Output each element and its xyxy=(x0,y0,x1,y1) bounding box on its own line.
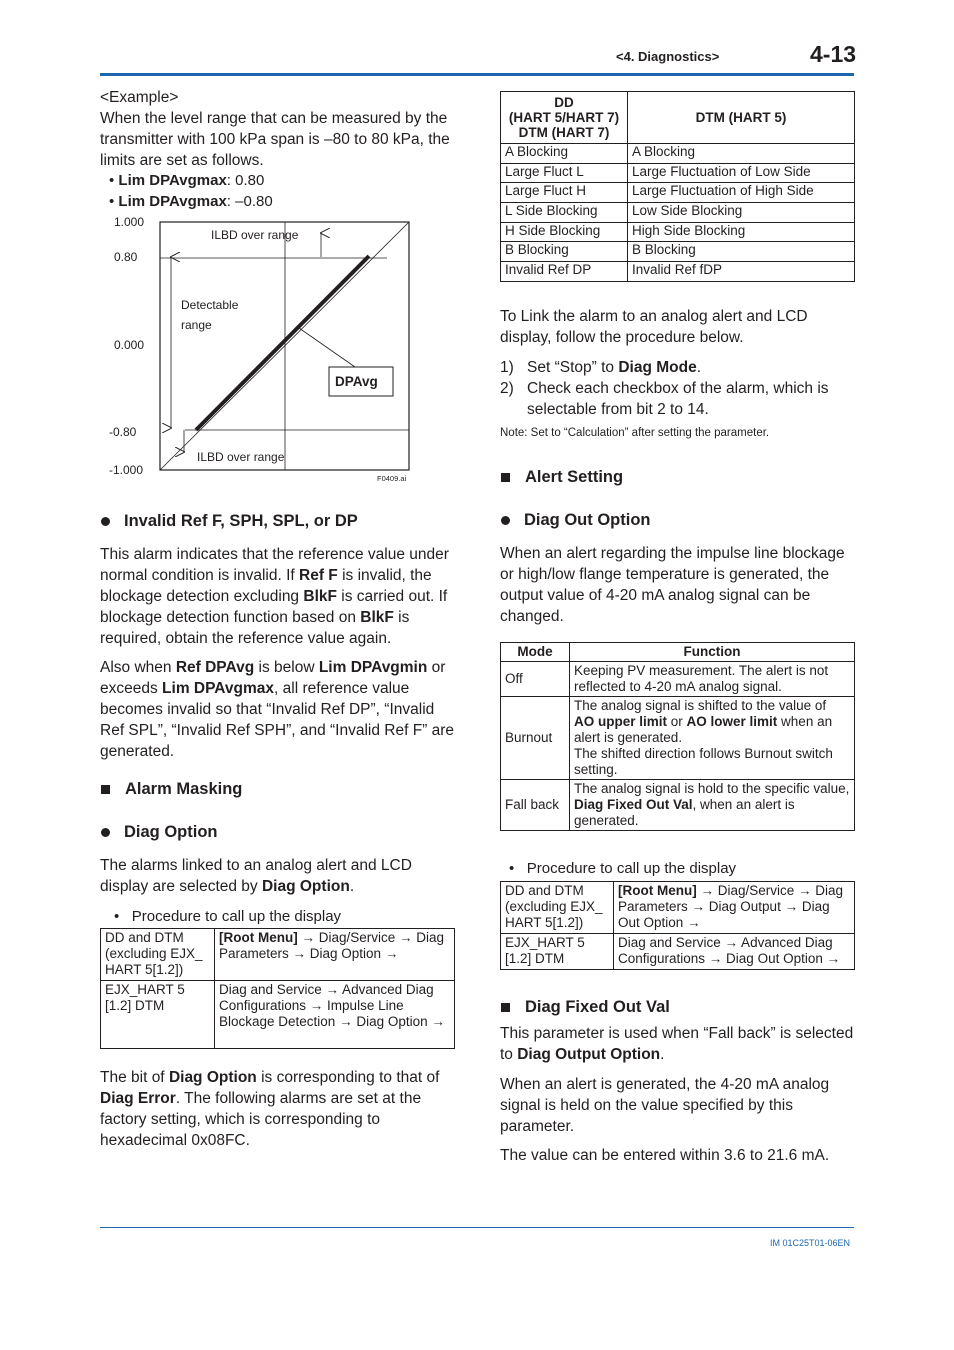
dpavg-label: DPAvg xyxy=(335,374,378,389)
fixed-para1: This parameter is used when “Fall back” is selected to Diag Output Option. xyxy=(500,1025,854,1063)
step-item: 2) Check each checkbox of the alarm, which is selectable from bit 2 to 14. xyxy=(500,380,829,418)
table-row xyxy=(501,934,855,970)
diag-fixed-out-heading: Diag Fixed Out Val xyxy=(500,998,670,1017)
diag-out-para: When an alert regarding the impulse line blockage or high/low flange temperature is generated, the output value of 4-20 mA analog signal can be changed. xyxy=(500,545,845,625)
column-header-function: Function xyxy=(570,643,855,662)
tool-cell: EJX_HART 5 [1.2] DTM xyxy=(101,981,215,1049)
mode-cell: Off xyxy=(501,662,570,697)
alert-setting-heading: Alert Setting xyxy=(500,468,623,487)
dtm-alarm-cell: B Blocking xyxy=(628,242,855,262)
lower-over-range-label: ILBD over range xyxy=(197,450,285,464)
fixed-para3: The value can be entered within 3.6 to 21.6 mA. xyxy=(500,1147,830,1164)
dtm-alarm-cell: Large Fluctuation of High Side xyxy=(628,183,855,203)
invalid-ref-para2: Also when Ref DPAvg is below Lim DPAvgmin or exceeds Lim DPAvgmax, all reference value becomes invalid so that “Invalid Ref DP”, “Invalid Ref SPL”, “Invalid Ref SPH”, and “Invalid Ref F” are generated. xyxy=(100,659,455,760)
invalid-ref-para1: This alarm indicates that the reference value under normal condition is invalid. If Ref F is invalid, the blockage detection excluding BlkF is carried out. If blockage detection function based on BlkF is required, obtain the reference value again. xyxy=(100,546,449,647)
tool-cell: EJX_HART 5 [1.2] DTM xyxy=(501,934,614,970)
path-cell: Diag and Service → Advanced Diag Configurations → Impulse Line Blockage Detection → Diag Option → xyxy=(215,981,455,1049)
column-header-mode: Mode xyxy=(501,643,570,662)
dd-alarm-cell: Invalid Ref DP xyxy=(501,262,628,282)
table-row xyxy=(101,929,455,981)
ytick-label: -0.80 xyxy=(109,425,137,439)
detectable-segment xyxy=(196,256,369,430)
path-cell: [Root Menu] → Diag/Service → Diag Parameters → Diag Output → Diag Out Option → xyxy=(614,882,855,934)
upper-over-range-label: ILBD over range xyxy=(211,228,299,242)
table-row xyxy=(501,203,855,223)
bullet-dot-icon xyxy=(101,828,110,837)
column-header-dd: DD (HART 5/HART 7) DTM (HART 7) xyxy=(501,92,628,144)
limit-min-bullet: • Lim DPAvgmax: –0.80 xyxy=(109,193,273,210)
alarm-masking-heading: Alarm Masking xyxy=(100,780,242,799)
dd-alarm-cell: Large Fluct H xyxy=(501,183,628,203)
table-header-row xyxy=(501,92,855,144)
dtm-alarm-cell: Large Fluctuation of Low Side xyxy=(628,163,855,183)
example-text: When the level range that can be measured by the transmitter with 100 kPa span is –80 to 80 kPa, the limits are set as follows. xyxy=(100,110,450,169)
path-cell: Diag and Service → Advanced Diag Configurations → Diag Out Option → xyxy=(614,934,855,970)
ytick-label: 1.000 xyxy=(114,215,145,229)
table-row xyxy=(501,882,855,934)
limit-max-bullet: • Lim DPAvgmax: 0.80 xyxy=(109,172,265,189)
dd-alarm-cell: Large Fluct L xyxy=(501,163,628,183)
table-row xyxy=(501,222,855,242)
dtm-alarm-cell: Low Side Blocking xyxy=(628,203,855,223)
diag-option-heading: Diag Option xyxy=(100,823,218,842)
note-text: Note: Set to “Calculation” after setting the parameter. xyxy=(500,427,770,439)
detectable-label: Detectable xyxy=(181,298,239,312)
bullet-square-icon xyxy=(501,1003,510,1012)
tool-cell: DD and DTM (excluding EJX_ HART 5[1.2]) xyxy=(501,882,614,934)
example-label: <Example> xyxy=(100,89,179,106)
table-row xyxy=(501,242,855,262)
function-cell: The analog signal is hold to the specific value, Diag Fixed Out Val, when an alert is generated. xyxy=(570,780,855,831)
dtm-alarm-cell: Invalid Ref fDP xyxy=(628,262,855,282)
diag-option-para: The alarms linked to an analog alert and LCD display are selected by Diag Option. xyxy=(100,857,412,895)
dd-alarm-cell: B Blocking xyxy=(501,242,628,262)
function-cell: The analog signal is shifted to the value of AO upper limit or AO lower limit when an alert is generated. The shifted direction follows Burnout switch setting. xyxy=(570,697,855,780)
diag-out-procedure-table xyxy=(500,881,855,970)
path-cell: [Root Menu] → Diag/Service → Diag Parameters → Diag Option → xyxy=(215,929,455,981)
dd-alarm-cell: H Side Blocking xyxy=(501,222,628,242)
ytick-label: 0.000 xyxy=(114,338,145,352)
table-row xyxy=(501,662,855,697)
procedure-bullet: • Procedure to call up the display xyxy=(114,908,342,925)
bullet-dot-icon xyxy=(101,517,110,526)
dd-alarm-cell: A Blocking xyxy=(501,144,628,164)
bullet-square-icon xyxy=(501,473,510,482)
bit-para: The bit of Diag Option is corresponding to that of Diag Error. The following alarms are set at the factory setting, which is corresponding to hexadecimal 0x08FC. xyxy=(100,1069,440,1149)
procedure-steps xyxy=(500,357,854,420)
dtm-alarm-cell: A Blocking xyxy=(628,144,855,164)
table-row xyxy=(501,163,855,183)
dtm-alarm-cell: High Side Blocking xyxy=(628,222,855,242)
table-row xyxy=(501,697,855,780)
table-row xyxy=(501,144,855,164)
ilbd-range-figure xyxy=(100,210,420,490)
page-number: 4-13 xyxy=(810,41,857,67)
diagonal-line xyxy=(160,222,409,470)
function-cell: Keeping PV measurement. The alert is not reflected to 4-20 mA analog signal. xyxy=(570,662,855,697)
link-para: To Link the alarm to an analog alert and LCD display, follow the procedure below. xyxy=(500,308,808,346)
mode-function-table xyxy=(500,642,855,831)
step-item: 1) Set “Stop” to Diag Mode. xyxy=(500,359,702,376)
ytick-label: 0.80 xyxy=(114,250,138,264)
column-header-dtm: DTM (HART 5) xyxy=(628,92,855,144)
procedure-bullet: • Procedure to call up the display xyxy=(509,860,737,877)
fixed-para2: When an alert is generated, the 4-20 mA analog signal is held on the value specified by this parameter. xyxy=(500,1076,830,1135)
table-row xyxy=(101,981,455,1049)
detectable-label: range xyxy=(181,318,212,332)
section-title: <4. Diagnostics> xyxy=(616,49,720,64)
table-row xyxy=(501,262,855,282)
alarm-name-table xyxy=(500,91,855,282)
mode-cell: Burnout xyxy=(501,697,570,780)
bullet-square-icon xyxy=(101,785,110,794)
tool-cell: DD and DTM (excluding EJX_ HART 5[1.2]) xyxy=(101,929,215,981)
table-header-row xyxy=(501,643,855,662)
bullet-dot-icon xyxy=(501,516,510,525)
header-rule xyxy=(100,73,854,76)
table-row xyxy=(501,780,855,831)
diag-out-option-heading: Diag Out Option xyxy=(500,511,650,530)
dpavg-leader xyxy=(299,328,355,367)
dd-alarm-cell: L Side Blocking xyxy=(501,203,628,223)
ytick-label: -1.000 xyxy=(109,463,144,477)
footer-rule xyxy=(100,1227,854,1228)
document-id: IM 01C25T01-06EN xyxy=(770,1238,851,1248)
invalid-ref-heading: Invalid Ref F, SPH, SPL, or DP xyxy=(100,512,358,531)
table-row xyxy=(501,183,855,203)
mode-cell: Fall back xyxy=(501,780,570,831)
figure-id: F0409.ai xyxy=(377,474,407,483)
diag-option-procedure-table xyxy=(100,928,455,1049)
